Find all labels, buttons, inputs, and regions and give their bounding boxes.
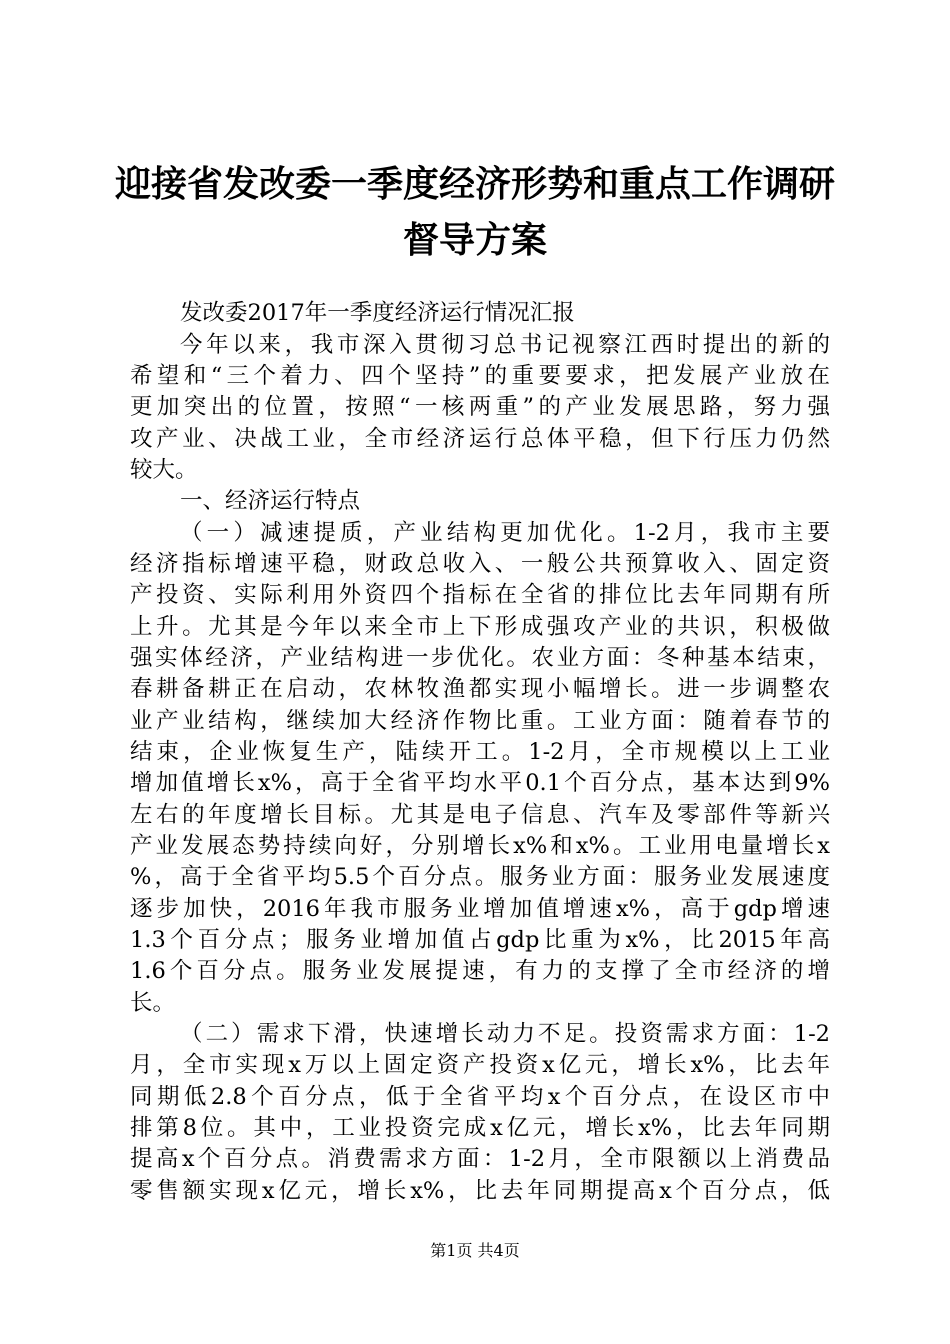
body-line: 希望和“三个着力、四个坚持”的重要要求，把发展产业放在 [130,363,830,389]
body-line: 较大。 [130,457,198,483]
body-line: 结束，企业恢复生产，陆续开工。1-2月，全市规模以上工业 [130,739,830,765]
body-line: 产投资、实际利用外资四个指标在全省的排位比去年同期有所 [130,582,830,608]
body-line: %，高于全省平均5.5个百分点。服务业方面：服务业发展速度 [130,864,830,890]
body-line: 增加值增长x%，高于全省平均水平0.1个百分点，基本达到9% [130,770,830,796]
body-line: 逐步加快，2016年我市服务业增加值增速x%，高于gdp增速 [130,896,830,922]
body-line: 经济指标增速平稳，财政总收入、一般公共预算收入、固定资 [130,551,830,577]
body-line: 零售额实现x亿元，增长x%，比去年同期提高x个百分点，低 [130,1178,830,1204]
body-line: 今年以来，我市深入贯彻习总书记视察江西时提出的新的 [180,332,830,358]
body-line: 春耕备耕正在启动，农林牧渔都实现小幅增长。进一步调整农 [130,676,830,702]
subtitle-line: 发改委2017年一季度经济运行情况汇报 [180,300,575,326]
body-line: 业产业结构，继续加大经济作物比重。工业方面：随着春节的 [130,708,830,734]
body-line: 1.3个百分点；服务业增加值占gdp比重为x%，比2015年高 [130,927,830,953]
body-line: 左右的年度增长目标。尤其是电子信息、汽车及零部件等新兴 [130,802,830,828]
document-title-line-2: 督导方案 [402,219,547,261]
body-line: 攻产业、决战工业，全市经济运行总体平稳，但下行压力仍然 [130,426,830,452]
body-line: 更加突出的位置，按照“一核两重”的产业发展思路，努力强 [130,394,830,420]
body-line: 提高x个百分点。消费需求方面：1-2月，全市限额以上消费品 [130,1146,830,1172]
body-line: 同期低2.8个百分点，低于全省平均x个百分点，在设区市中 [130,1084,830,1110]
body-line: 排第8位。其中，工业投资完成x亿元，增长x%，比去年同期 [130,1115,830,1141]
body-line: （一）减速提质，产业结构更加优化。1-2月，我市主要 [180,520,830,546]
body-line: （二）需求下滑，快速增长动力不足。投资需求方面：1-2 [180,1021,830,1047]
body-line: 强实体经济，产业结构进一步优化。农业方面：冬种基本结束， [130,645,830,671]
body-line: 月，全市实现x万以上固定资产投资x亿元，增长x%，比去年 [130,1052,830,1078]
body-line: 1.6个百分点。服务业发展提速，有力的支撑了全市经济的增 [130,958,830,984]
section-heading: 一、经济运行特点 [180,488,361,514]
body-line: 上升。尤其是今年以来全市上下形成强攻产业的共识，积极做 [130,614,830,640]
body-line: 长。 [130,990,176,1016]
page-number-footer: 第1页 共4页 [430,1241,520,1260]
body-line: 产业发展态势持续向好，分别增长x%和x%。工业用电量增长x [130,833,830,859]
document-title-line-1: 迎接省发改委一季度经济形势和重点工作调研 [114,163,835,205]
